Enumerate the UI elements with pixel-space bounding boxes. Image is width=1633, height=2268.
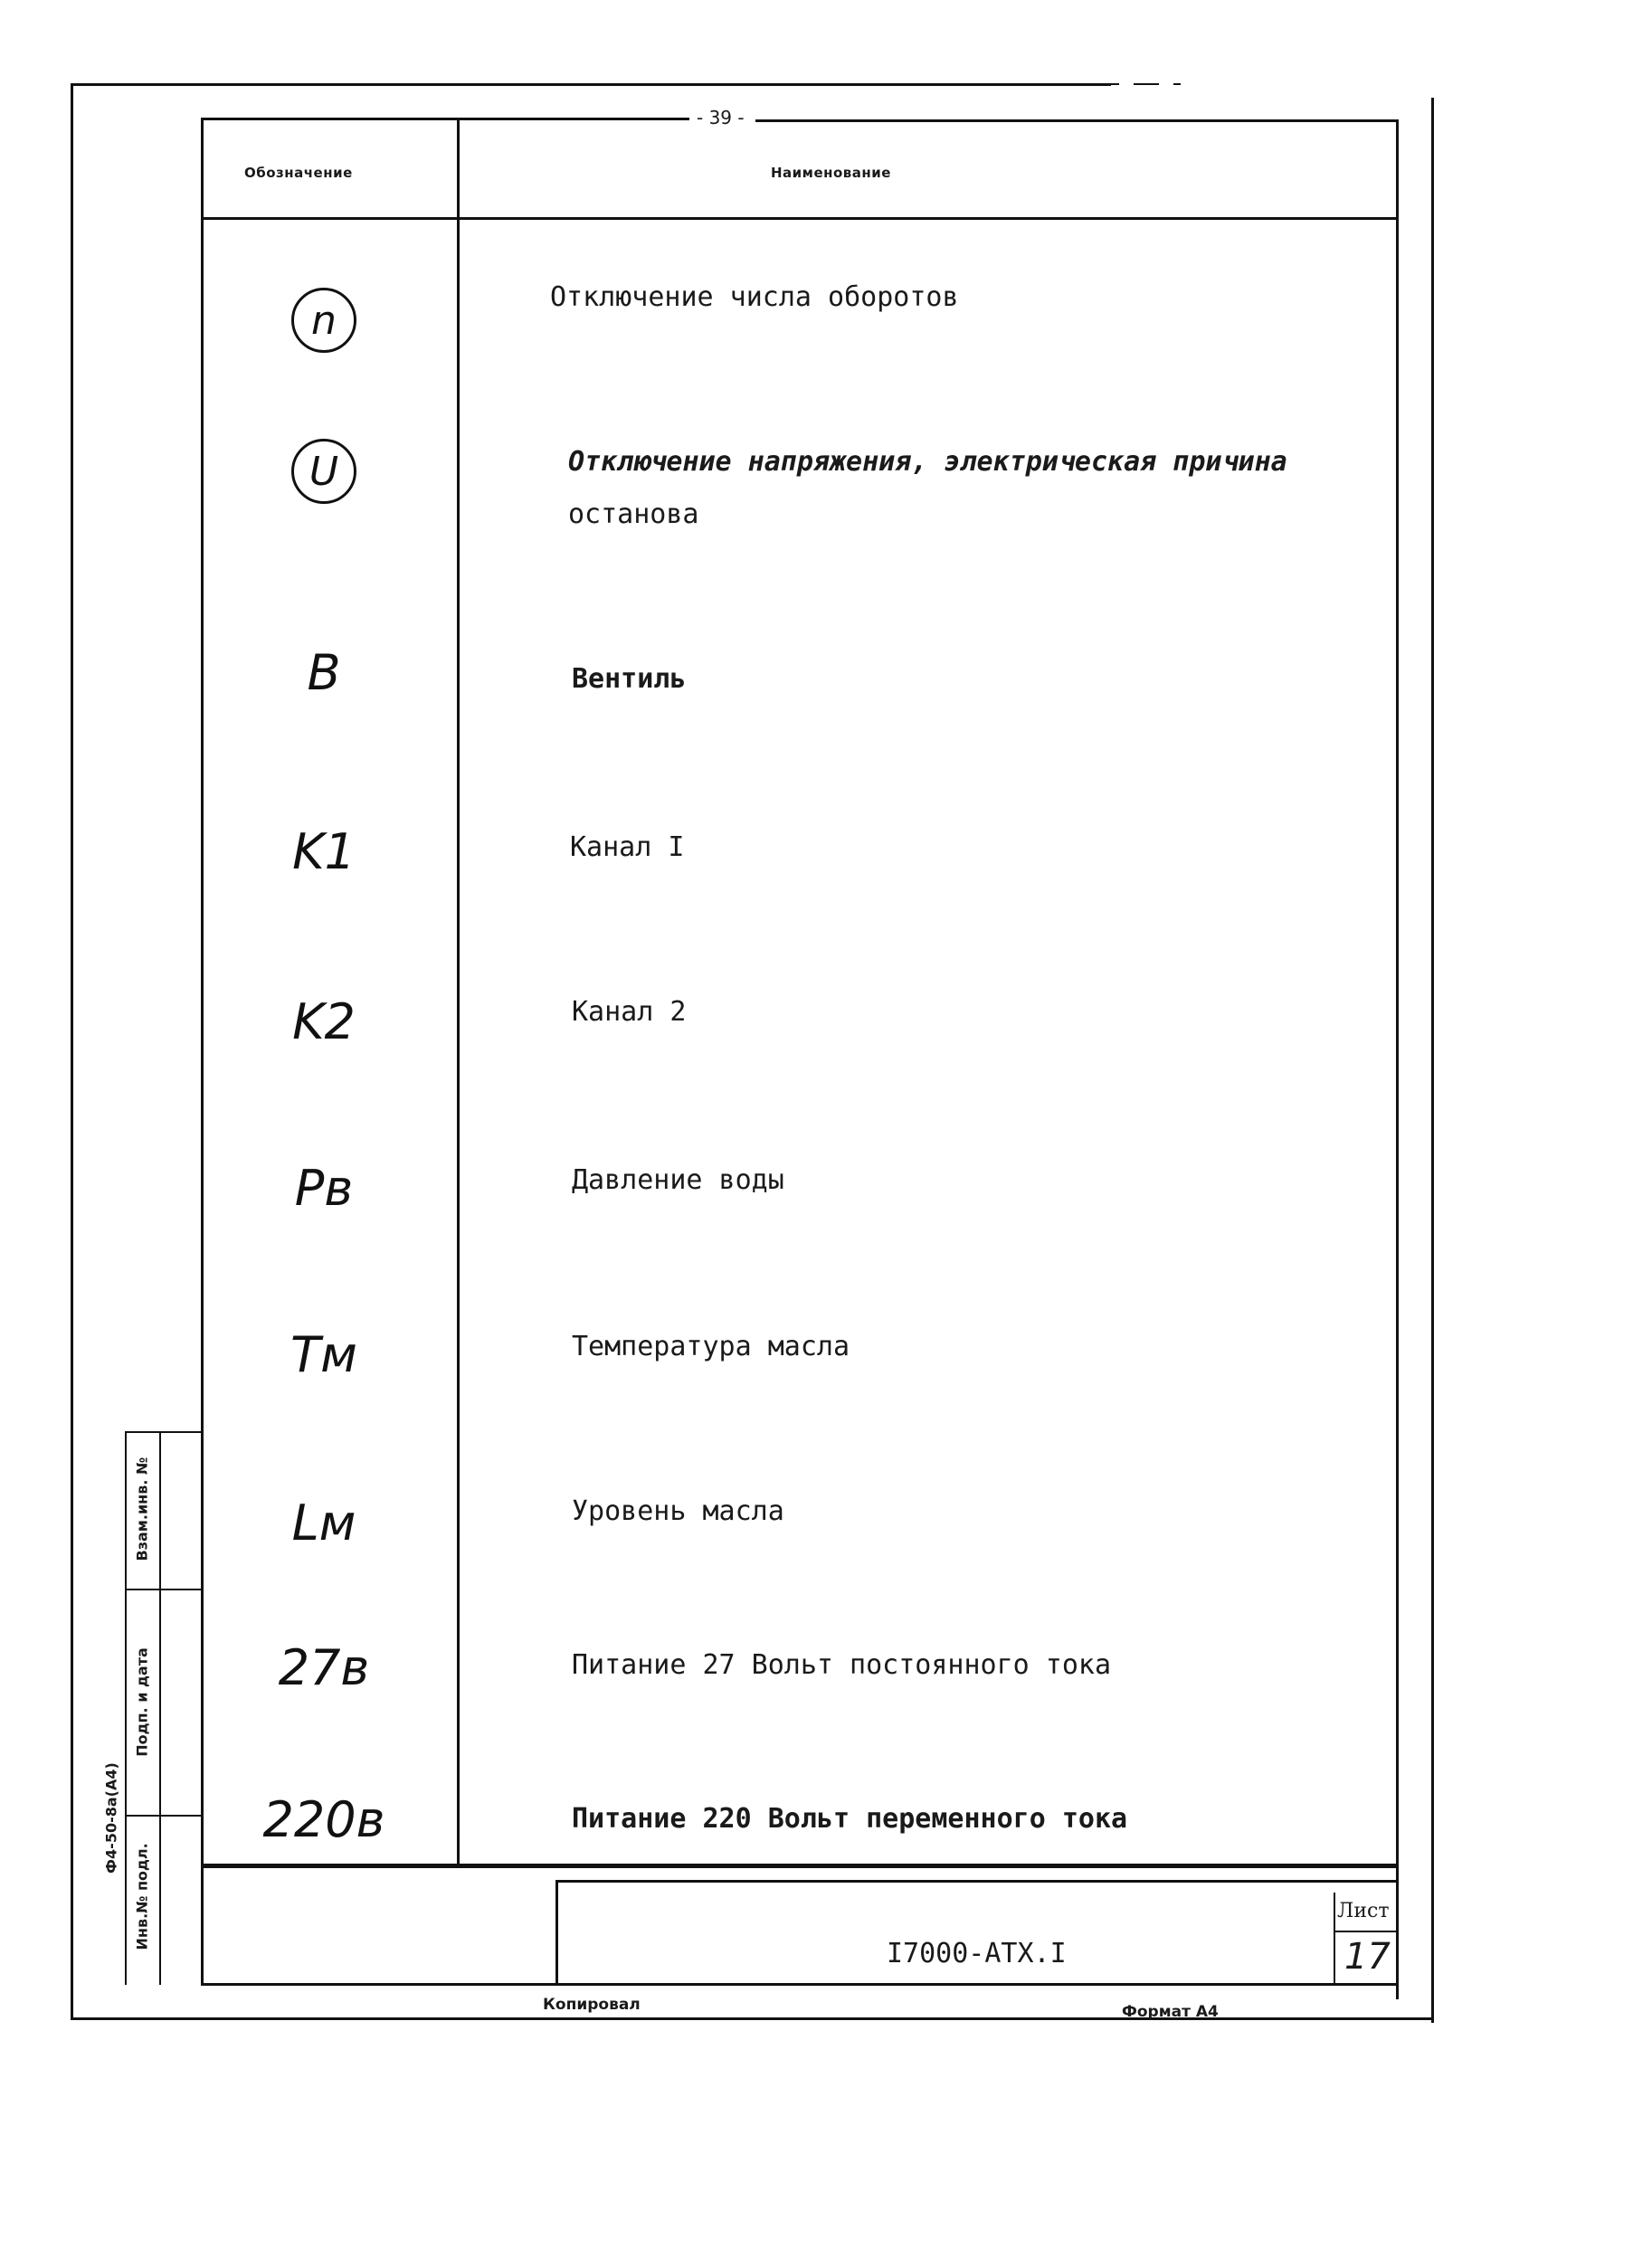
sheet-cell-mid [1334,1931,1399,1932]
document-code: I7000-АТХ.I [887,1938,1067,1969]
footer-format: Формат А4 [1122,2003,1219,2021]
inner-frame-top-right [755,119,1398,122]
outer-frame-top [71,83,1111,86]
title-block-top [555,1880,1399,1883]
name-oil-level: Уровень масла [572,1495,784,1527]
name-water-pressure: Давление воды [572,1164,784,1196]
sheet-number: 17 [1344,1936,1391,1978]
name-voltage-cutoff-line2: останова [568,498,699,530]
name-oil-temperature: Температура масла [572,1331,850,1362]
name-valve: Вентиль [572,663,687,695]
page-number: - 39 - [691,107,750,128]
outer-frame-left [71,83,73,2019]
side-inv-no: Инв.№ подл. [133,1843,151,1950]
side-form-code: Ф4-50-8а(А4) [102,1762,120,1874]
designation-u-circle: U [291,439,356,504]
column-divider [457,118,460,1868]
footer-copied: Копировал [543,1996,641,2014]
name-220v-ac: Питание 220 Вольт переменного тока [572,1803,1128,1835]
outer-frame-top-dash [1054,83,1181,85]
designation-tm: Tм [290,1326,357,1383]
stamp-vline-1 [125,1431,127,1985]
side-sign-date: Подп. и дата [133,1647,151,1757]
inner-frame-top-left [201,118,689,120]
stamp-hline-1 [125,1589,203,1590]
designation-u [197,439,451,504]
stamp-hline-top [125,1431,203,1433]
side-replaced-inv: Взам.инв. № [133,1457,151,1561]
name-channel-2: Канал 2 [572,996,687,1028]
sheet-cell-left [1334,1893,1335,1985]
designation-pv: Pв [294,1160,354,1217]
name-header: Наименование [771,165,891,181]
designation-k1: K1 [292,823,356,880]
designation-n-circle: n [291,288,356,353]
outer-frame-right [1431,98,1434,2023]
title-block-outer-rule [201,1864,1399,1866]
designation-lm: Lм [291,1495,356,1552]
name-voltage-cutoff-line1: Отключение напряжения, электрическая причина [568,446,1287,478]
inner-frame-bottom [201,1983,1399,1986]
outer-frame-bottom [71,2017,1434,2020]
title-block-left [555,1880,558,1985]
name-27v-dc: Питание 27 Вольт постоянного тока [572,1649,1112,1681]
stamp-hline-2 [125,1815,203,1817]
designation-k2: K2 [292,993,356,1050]
sheet-label: Лист [1337,1900,1390,1922]
designation-b: B [307,644,341,701]
designation-27v: 27в [278,1639,370,1696]
name-channel-1: Канал I [570,831,685,863]
stamp-vline-2 [159,1431,161,1985]
inner-frame-right [1396,119,1399,1999]
inner-frame-left [201,118,204,1983]
designation-n [197,288,451,353]
designation-220v: 220в [262,1791,385,1848]
designation-header: Обозначение [244,165,353,181]
header-bottom-rule [201,217,1399,220]
name-rpm-cutoff: Отключение числа оборотов [550,281,959,313]
